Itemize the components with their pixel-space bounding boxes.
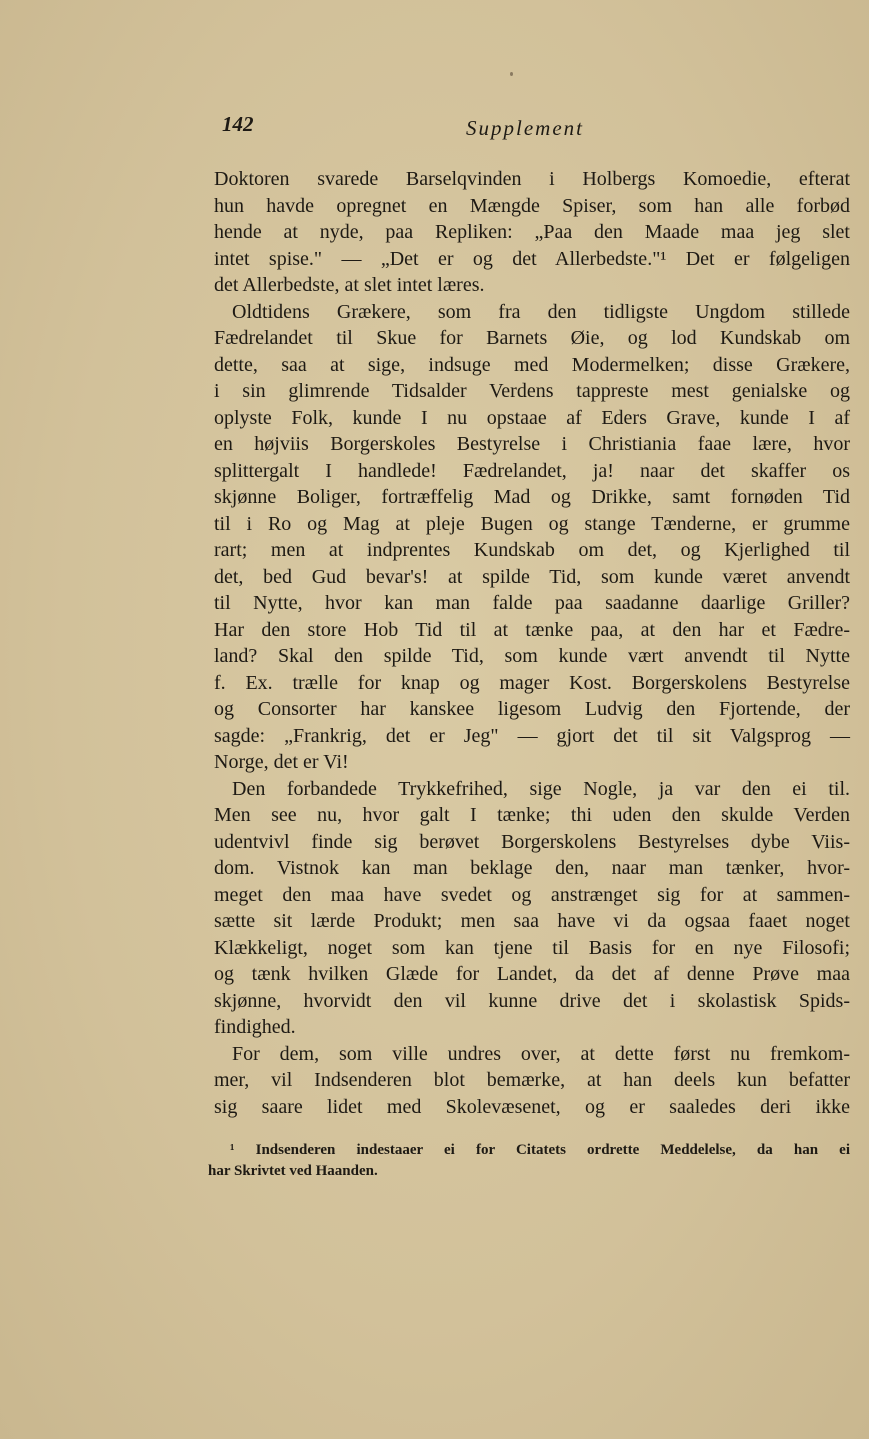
text-line: skjønne, hvorvidt den vil kunne drive det i skolastisk Spids- [214, 989, 850, 1012]
text-line: hun havde opregnet en Mængde Spiser, som han alle forbød [214, 194, 850, 217]
body-text [214, 166, 850, 1120]
running-title: Supplement [466, 116, 584, 140]
text-line: sagde: „Frankrig, det er Jeg" — gjort det til sit Valgsprog — [214, 724, 850, 747]
print-speck [510, 72, 513, 76]
page-header [216, 112, 852, 152]
text-line: sig saare lidet med Skolevæsenet, og er saaledes deri ikke [214, 1095, 850, 1118]
text-line: mer, vil Indsenderen blot bemærke, at han deels kun befatter [214, 1069, 850, 1091]
text-line: det Allerbedste, at slet intet læres. [214, 274, 485, 296]
footnote-line: ¹ Indsenderen indestaaer ei for Citatets ordrette Meddelelse, da han ei [230, 1142, 850, 1158]
text-line: dom. Vistnok kan man beklage den, naar man tænker, hvor- [214, 857, 850, 879]
text-line: findighed. [214, 1016, 296, 1038]
text-line: Oldtidens Grækere, som fra den tidligste Ungdom stillede [232, 300, 850, 323]
text-line: Doktoren svarede Barselqvinden i Holbergs Komoedie, efterat [214, 168, 850, 190]
text-line: rart; men at indprentes Kundskab om det, og Kjerlighed til [214, 539, 850, 561]
text-line: Har den store Hob Tid til at tænke paa, at den har et Fædre- [214, 618, 850, 641]
text-line: og Consorter har kanskee ligesom Ludvig den Fjortende, der [214, 698, 850, 720]
text-line: Den forbandede Trykkefrihed, sige Nogle, ja var den ei til. [232, 777, 850, 800]
text-line: til Nytte, hvor kan man falde paa saadanne daarlige Griller? [214, 592, 850, 614]
text-line: oplyste Folk, kunde I nu opstaae af Eders Grave, kunde I af [214, 406, 850, 429]
text-line: hende at nyde, paa Repliken: „Paa den Maade maa jeg slet [214, 221, 850, 243]
footnote-line: har Skrivtet ved Haanden. [208, 1163, 378, 1179]
text-line: meget den maa have svedet og anstrænget sig for at sammen- [214, 883, 850, 906]
text-line: en højviis Borgerskoles Bestyrelse i Christiania faae lære, hvor [214, 433, 850, 455]
text-line: splittergalt I handlede! Fædrelandet, ja! naar det skaffer os [214, 459, 850, 482]
text-line: Men see nu, hvor galt I tænke; thi uden den skulde Verden [214, 804, 850, 826]
text-line: intet spise." — „Det er og det Allerbedste."¹ Det er følgeligen [214, 247, 850, 270]
text-line: land? Skal den spilde Tid, som kunde vært anvendt til Nytte [214, 645, 850, 667]
text-line: i sin glimrende Tidsalder Verdens tappreste mest genialske og [214, 380, 850, 402]
text-line: og tænk hvilken Glæde for Landet, da det af denne Prøve maa [214, 963, 850, 985]
text-line: udentvivl finde sig berøvet Borgerskolens Bestyrelses dybe Viis- [214, 830, 850, 853]
text-line: Fædrelandet til Skue for Barnets Øie, og lod Kundskab om [214, 327, 850, 349]
text-line: Klækkeligt, noget som kan tjene til Basis for en nye Filosofi; [214, 936, 850, 959]
text-line: sætte sit lærde Produkt; men saa have vi da ogsaa faaet noget [214, 910, 850, 932]
text-line: Norge, det er Vi! [214, 751, 349, 773]
text-line: For dem, som ville undres over, at dette først nu fremkom- [232, 1042, 850, 1065]
page-number: 142 [222, 112, 254, 136]
text-line: f. Ex. trælle for knap og mager Kost. Borgerskolens Bestyrelse [214, 671, 850, 694]
text-line: skjønne Boliger, fortræffelig Mad og Drikke, samt fornøden Tid [214, 486, 850, 508]
footnote [208, 1140, 850, 1182]
text-line: dette, saa at sige, indsuge med Modermelken; disse Grækere, [214, 353, 850, 376]
text-line: til i Ro og Mag at pleje Bugen og stange Tænderne, er grumme [214, 512, 850, 535]
text-line: det, bed Gud bevar's! at spilde Tid, som kunde været anvendt [214, 565, 850, 588]
